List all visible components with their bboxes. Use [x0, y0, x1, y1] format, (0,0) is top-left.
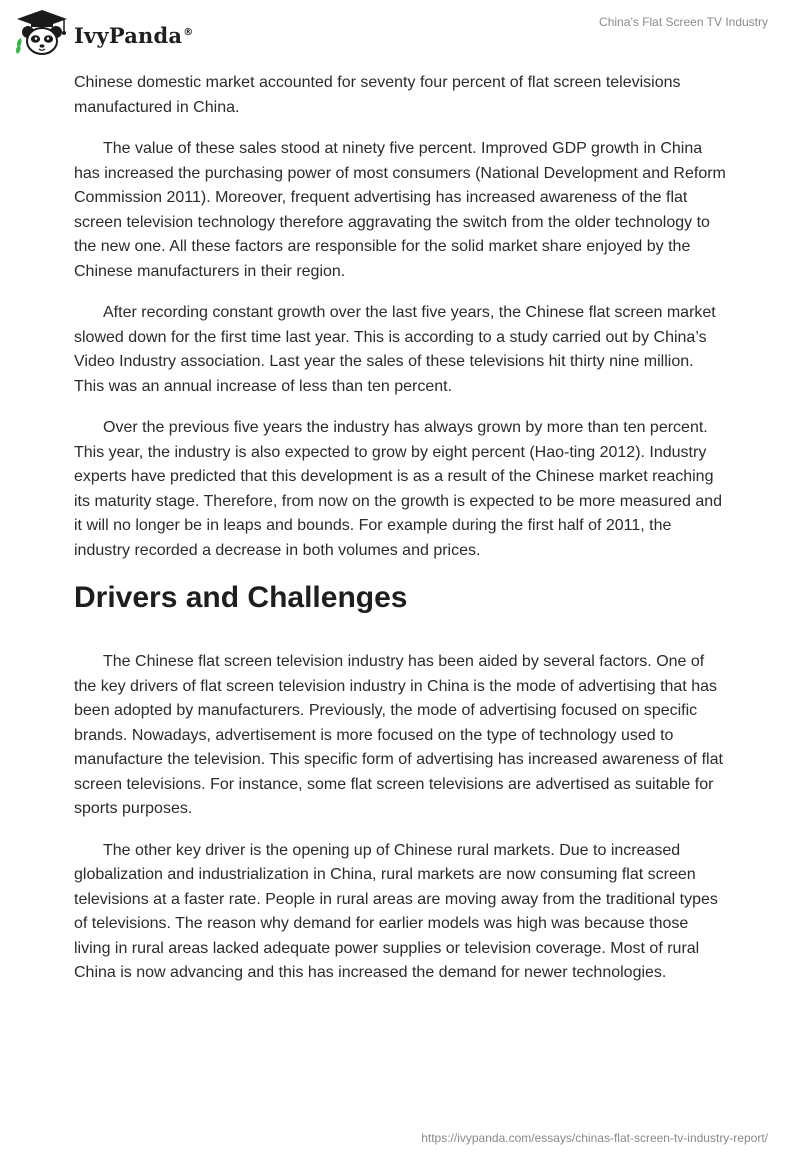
document-title: China’s Flat Screen TV Industry	[599, 15, 768, 29]
paragraph: After recording constant growth over the last five years, the Chinese flat screen market slowed down for the first time last year. This is according to a study carried out by China’s Video Industry association. Last year the sales of these televisions hit thirty nine million. This was an annual increase of less than ten percent.	[74, 304, 716, 395]
essay-body	[74, 71, 726, 1003]
registered-mark: ®	[183, 26, 194, 38]
source-url[interactable]: https://ivypanda.com/essays/chinas-flat-screen-tv-industry-report/	[421, 1131, 768, 1145]
paragraph: Over the previous five years the industry has always grown by more than ten percent. This year, the industry is also expected to grow by eight percent (Hao-ting 2012). Industry experts have predicted that this development is as a result of the Chinese market reaching its maturity stage. Therefore, from now on the growth is expected to be more measured and it will no longer be in leaps and bounds. For example during the first half of 2011, the industry recorded a decrease in both volumes and prices.	[74, 419, 723, 559]
section-heading: Drivers and Challenges	[74, 581, 408, 614]
brand-name: IvyPanda®	[74, 22, 194, 48]
panda-graduate-icon	[14, 8, 70, 58]
paragraph: The Chinese flat screen television industry has been aided by several factors. One of the key drivers of flat screen television industry in China is the mode of advertising that has been adopted by manufacturers. Previously, the mode of advertising focused on specific brands. Nowadays, advertisement is more focused on the type of technology used to manufacture the television. This specific form of advertising has increased awareness of flat screen televisions. For instance, some flat screen televisions are advertised as suitable for sports purposes.	[74, 653, 723, 817]
paragraph: The value of these sales stood at ninety five percent. Improved GDP growth in China has increased the purchasing power of most consumers (National Development and Reform Commission 2011). Moreover, frequent advertising has increased awareness of the flat screen television technology therefore aggravating the switch from the older technology to the new one. All these factors are responsible for the solid market share enjoyed by the Chinese manufacturers in their region.	[74, 140, 726, 280]
ivypanda-logo[interactable]	[14, 8, 193, 58]
paragraph: The other key driver is the opening up of Chinese rural markets. Due to increased globalization and industrialization in China, rural markets are now consuming flat screen televisions at a faster rate. People in rural areas are moving away from the traditional types of televisions. The reason why demand for earlier models was high was because those living in rural areas lacked adequate power supplies or television coverage. Most of rural China is now advancing and this has increased the demand for newer technologies.	[74, 841, 718, 981]
page-header	[0, 0, 800, 70]
paragraph: Chinese domestic market accounted for seventy four percent of flat screen televisions manufactured in China.	[74, 74, 681, 116]
